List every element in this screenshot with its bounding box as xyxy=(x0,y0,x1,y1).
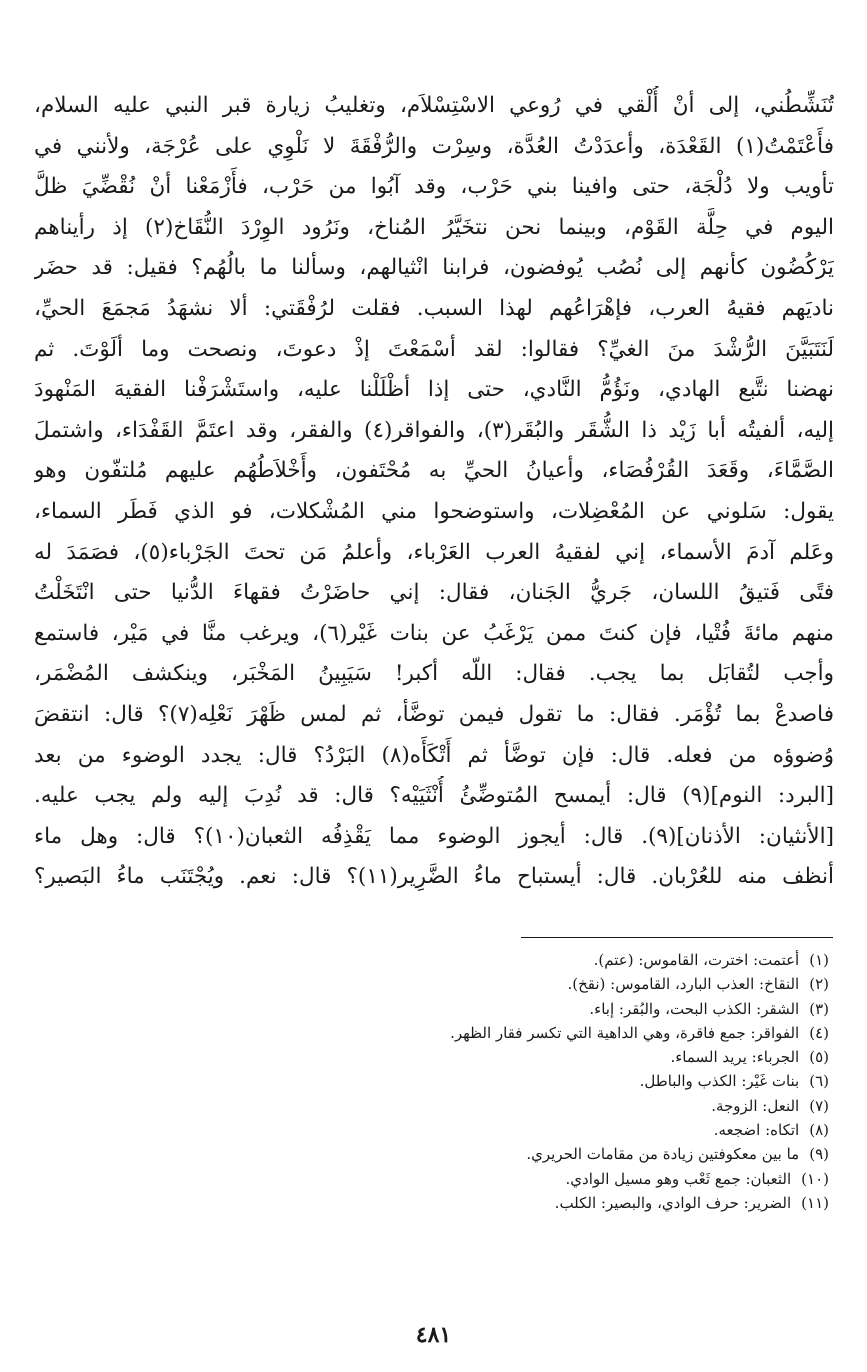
text-line: وعَلم آدمَ الأسماء، إني لفقيهُ العرب العَرْباء، وأعلمُ مَن تحتَ الجَرْباء(٥)، فصَمَدَ له xyxy=(34,539,834,565)
text-line: يقول: سَلوني عن المُعْضِلات، واستوضحوا مني المُشْكلات، فو الذي فَطَر السماء، xyxy=(34,498,834,524)
footnote xyxy=(129,1142,829,1166)
text-line: فتًى فَتيقُ اللسان، جَريُّ الجَنان، فقال: إني حاضَرْتُ فقهاءَ الدُّنيا حتى انْتَخَلْتُ xyxy=(34,580,834,606)
text-line: [الأنثيان: الأذنان](٩). قال: أيجوز الوضوء مما يَقْذِفُه الثعبان(١٠)؟ قال: وهل ماء xyxy=(34,823,834,849)
footnote-number: (٩) xyxy=(809,1145,829,1164)
footnote-number: (٤) xyxy=(809,1023,829,1042)
text-line: لَنَتَبَيَّنَ الرُّشْدَ منَ الغيِّ؟ فقالوا: لقد أسْمَعْتَ إذْ دعوتَ، ونصحت وما ألَوْتَ. ثم xyxy=(34,336,834,362)
text-line: تأويب ولا دُلْجَة، حتى وافينا بني حَرْب، وقد آبُوا من حَرْب، فأَزْمَعْنا أنْ نُقْضِّيَ ظلَّ xyxy=(34,174,834,200)
footnote xyxy=(129,1118,829,1142)
footnote-text: ما بين معكوفتين زيادة من مقامات الحريري. xyxy=(526,1145,800,1164)
footnote-text: الجرباء: يريد السماء. xyxy=(670,1048,800,1067)
footnote-separator xyxy=(521,937,833,938)
footnote-text: اتكاه: اضجعه. xyxy=(713,1121,800,1140)
text-line: يَرْكُضُون كأنهم إلى نُصُب يُوفضون، فرابنا انْثيالهم، وسألنا ما بالُهُم؟ فقيل: قد حضَر xyxy=(34,255,834,281)
text-line: وُضوؤه من فعله. قال: فإن توضَّأ ثم أَتْكَأَه(٨) البَرْدُ؟ قال: يجدد الوضوء من بعد xyxy=(34,742,834,768)
footnote-number: (٨) xyxy=(809,1121,829,1140)
footnote-number: (٥) xyxy=(809,1048,829,1067)
footnote-number: (٣) xyxy=(809,999,829,1018)
footnote-text: أعتمت: اخترت، القاموس: (عتم). xyxy=(593,951,800,969)
footnote-text: الشقر: الكذب البحت، والبُقر: إباء. xyxy=(589,999,800,1018)
text-line: [البرد: النوم](٩) قال: أيمسح المُتوضِّئُ أُنْثَيَيْه؟ قال: قد نُدِبَ إليه ولم يجب عليه. xyxy=(34,783,834,809)
footnote xyxy=(129,1045,829,1069)
footnote-number: (١١) xyxy=(801,1193,829,1212)
footnote-number: (٧) xyxy=(809,1096,829,1115)
footnotes xyxy=(129,948,829,1215)
footnote-number: (٦) xyxy=(809,1072,829,1091)
text-line: فأَعْتَمْتُ(١) القَعْدَة، وأعدَدْتُ العُدَّة، وسِرْت والرُّفْقَةَ لا نَلْوِي على عُرْجَة، ولأنني في xyxy=(34,133,834,159)
text-line: ناديَهم فقيهُ العرب، فإهْرَاعُهم لهذا السبب. فقلت لرُفْقَتي: ألا نشهَدُ مَجمَعَ الحيِّ، xyxy=(34,295,834,321)
main-text xyxy=(34,86,834,898)
text-line: إليه، ألفيتُه أبا زَيْد ذا الشُّقَر والبُقَر(٣)، والفواقر(٤) والفقر، وقد اعتَمَّ القَفْدَاء، واشتملَ xyxy=(34,417,834,443)
footnote xyxy=(129,1191,829,1215)
footnote-text: الثعبان: جمع ثَعْب وهو مسيل الوادي. xyxy=(565,1169,792,1188)
footnote xyxy=(129,997,829,1021)
text-line: أنظف منه للعُرْبان. قال: أيستباح ماءُ الضَّرِير(١١)؟ قال: نعم. ويُجْتَنَب ماءُ البَصير؟ xyxy=(34,864,834,890)
footnote-number: (٢) xyxy=(809,975,829,994)
footnote-text: الضرير: حرف الوادي، والبصير: الكلب. xyxy=(554,1193,792,1212)
text-line: منهم مائةَ فُتْيا، فإن كنتَ ممن يَرْغَبُ عن بنات غَيْر(٦)، ويرغب منَّا في مَيْر، فاستمع xyxy=(34,620,834,646)
footnote-text: النقاخ: العذب البارد، القاموس: (نقخ). xyxy=(567,975,800,994)
page-number: ٤٨١ xyxy=(415,1322,452,1348)
footnote-text: النعل: الزوجة. xyxy=(711,1096,800,1115)
footnote-number: (١) xyxy=(809,951,829,969)
text-line: وأجب لتُقابَل بما يجب. فقال: اللّه أكبر! سَيَبِينُ المَخْبَر، وينكشف المُضْمَر، xyxy=(34,661,834,687)
text-line: اليوم في حِلَّة القَوْم، وبينما نحن نتخَيَّرُ المُناخ، ونَرُود الوِرْدَ النُّقَاخ(٢) إذ رأيناهم xyxy=(34,214,834,240)
footnote xyxy=(129,972,829,996)
footnote xyxy=(129,1069,829,1093)
footnote-text: بنات غَيْر: الكذب والباطل. xyxy=(639,1072,800,1091)
footnote xyxy=(129,948,829,972)
footnote-number: (١٠) xyxy=(801,1169,829,1188)
footnote xyxy=(129,1094,829,1118)
footnote xyxy=(129,1021,829,1045)
footnote-text: الفواقر: جمع فاقرة، وهي الداهية التي تكسر فقار الظهر. xyxy=(450,1023,800,1042)
text-line: تُنَشِّطُني، إلى أنْ أُلْقي في رُوعي الاسْتِسْلاَم، وتغليبُ زيارة قبر النبي عليه السلام، xyxy=(34,93,834,118)
text-line: الصَّمَّاءَ، وقَعَدَ القُرْفُصَاء، وأعيانُ الحيِّ به مُحْتَفون، وأَخْلاَطُهُم عليهم مُلتفّون وهو xyxy=(34,458,834,484)
footnote xyxy=(129,1167,829,1191)
text-line: نهضنا نتَّبع الهادي، ونَؤُمُّ النَّادي، حتى إذا أظْلَلْنا عليه، واستَشْرَفْنا الفقيهَ المَنْهودَ xyxy=(34,377,834,403)
text-line: فاصدعْ بما تُؤْمَر. فقال: ما تقول فيمن توضَّأ، ثم لمس ظَهْرَ نَعْلِه(٧)؟ قال: انتقضَ xyxy=(34,701,834,727)
